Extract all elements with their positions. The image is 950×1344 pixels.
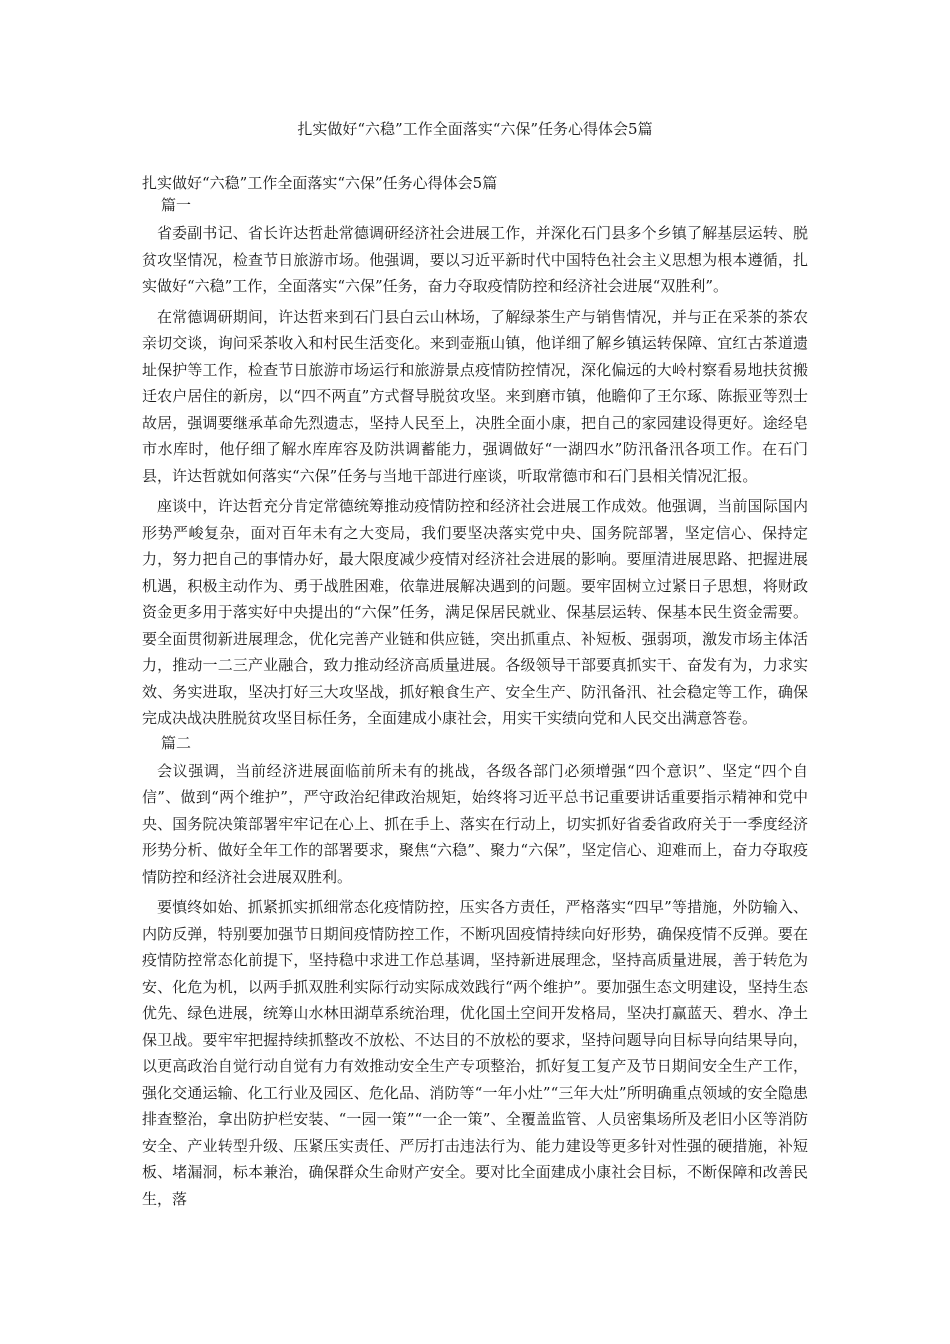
section-label-2: 篇二: [161, 733, 192, 752]
document-page: [142, 118, 808, 1212]
section-2-paragraph-2: 要慎终如始、抓紧抓实抓细常态化疫情防控，压实各方责任，严格落实“四早”等措施，外防输入、内防反弹，特别要加强节日期间疫情防控工作，不断巩固疫情持续向好形势，确保疫情不反弹。要在疫情防控常态化前提下，坚持稳中求进工作总基调，坚持新进展理念，坚持高质量进展，善于转危为安、化危为机，以两手抓双胜利实际行动实际成效践行“两个维护”。要加强生态文明建设，坚持生态优先、绿色进展，统筹山水林田湖草系统治理，优化国土空间开发格局，坚决打赢蓝天、碧水、净土保卫战。要牢牢把握持续抓整改不放松、不达目的不放松的要求，坚持问题导向目标导向结果导向，以更高政治自觉行动自觉有力有效推动安全生产专项整治，抓好复工复产及节日期间安全生产工作，强化交通运输、化工行业及园区、危化品、消防等“一年小灶”“三年大灶”所明确重点领域的安全隐患排查整治，拿出防护栏安装、“一园一策”“一企一策”、全覆盖监管、人员密集场所及老旧小区等消防安全、产业转型升级、压紧压实责任、严厉打击违法行为、能力建设等更多针对性强的硬措施，补短板、堵漏洞，标本兼治，确保群众生命财产安全。要对比全面建成小康社会目标，不断保障和改善民生，落: [142, 898, 808, 1208]
section-1-paragraph-2: 在常德调研期间，许达哲来到石门县白云山林场，了解绿茶生产与销售情况，并与正在采茶的茶农亲切交谈，询问采茶收入和村民生活变化。来到壶瓶山镇，他详细了解乡镇运转保障、宜红古茶道遗址保护等工作，检查节日旅游市场运行和旅游景点疫情防控情况，深化偏远的大岭村察看易地扶贫搬迁农户居住的新房，以“四不两直”方式督导脱贫攻坚。来到磨市镇，他瞻仰了王尔琢、陈振亚等烈士故居，强调要继承革命先烈遗志，坚持人民至上，决胜全面小康，把自己的家园建设得更好。途经皂市水库时，他仔细了解水库库容及防洪调蓄能力，强调做好“一湖四水”防汛备汛各项工作。在石门县，许达哲就如何落实“六保”任务与当地干部进行座谈，听取常德市和石门县相关情况汇报。: [142, 307, 808, 485]
section-1-paragraph-1: 省委副书记、省长许达哲赴常德调研经济社会进展工作，并深化石门县多个乡镇了解基层运转、脱贫攻坚情况，检查节日旅游市场。他强调，要以习近平新时代中国特色社会主义思想为根本遵循，扎实做好“六稳”工作，全面落实“六保”任务，奋力夺取疫情防控和经济社会进展“双胜利”。: [142, 224, 808, 295]
document-title: 扎实做好“六稳”工作全面落实“六保”任务心得体会5篇: [297, 120, 653, 138]
section-1-paragraph-3: 座谈中，许达哲充分肯定常德统筹推动疫情防控和经济社会进展工作成效。他强调，当前国际国内形势严峻复杂，面对百年未有之大变局，我们要坚决落实党中央、国务院部署，坚定信心、保持定力，努力把自己的事情办好，最大限度减少疫情对经济社会进展的影响。要厘清进展思路、把握进展机遇，积极主动作为、勇于战胜困难，依靠进展解决遇到的问题。要牢固树立过紧日子思想，将财政资金更多用于落实好中央提出的“六保”任务，满足保居民就业、保基层运转、保基本民生资金需要。要全面贯彻新进展理念，优化完善产业链和供应链，突出抓重点、补短板、强弱项，激发市场主体活力，推动一二三产业融合，致力推动经济高质量进展。各级领导干部要真抓实干、奋发有为，力求实效、务实进取，坚决打好三大攻坚战，抓好粮食生产、安全生产、防汛备汛、社会稳定等工作，确保完成决战决胜脱贫攻坚目标任务，全面建成小康社会，用实干实绩向党和人民交出满意答卷。: [142, 497, 808, 727]
document-subtitle: 扎实做好“六稳”工作全面落实“六保”任务心得体会5篇: [142, 174, 498, 192]
section-2-paragraph-1: 会议强调，当前经济进展面临前所未有的挑战，各级各部门必须增强“四个意识”、坚定“四个自信”、做到“两个维护”，严守政治纪律政治规矩，始终将习近平总书记重要讲话重要指示精神和党中央、国务院决策部署牢牢记在心上、抓在手上、落实在行动上，切实抓好省委省政府关于一季度经济形势分析、做好全年工作的部署要求，聚焦“六稳”、聚力“六保”，坚定信心、迎难而上，奋力夺取疫情防控和经济社会进展双胜利。: [142, 761, 808, 886]
section-label-1: 篇一: [161, 196, 192, 214]
